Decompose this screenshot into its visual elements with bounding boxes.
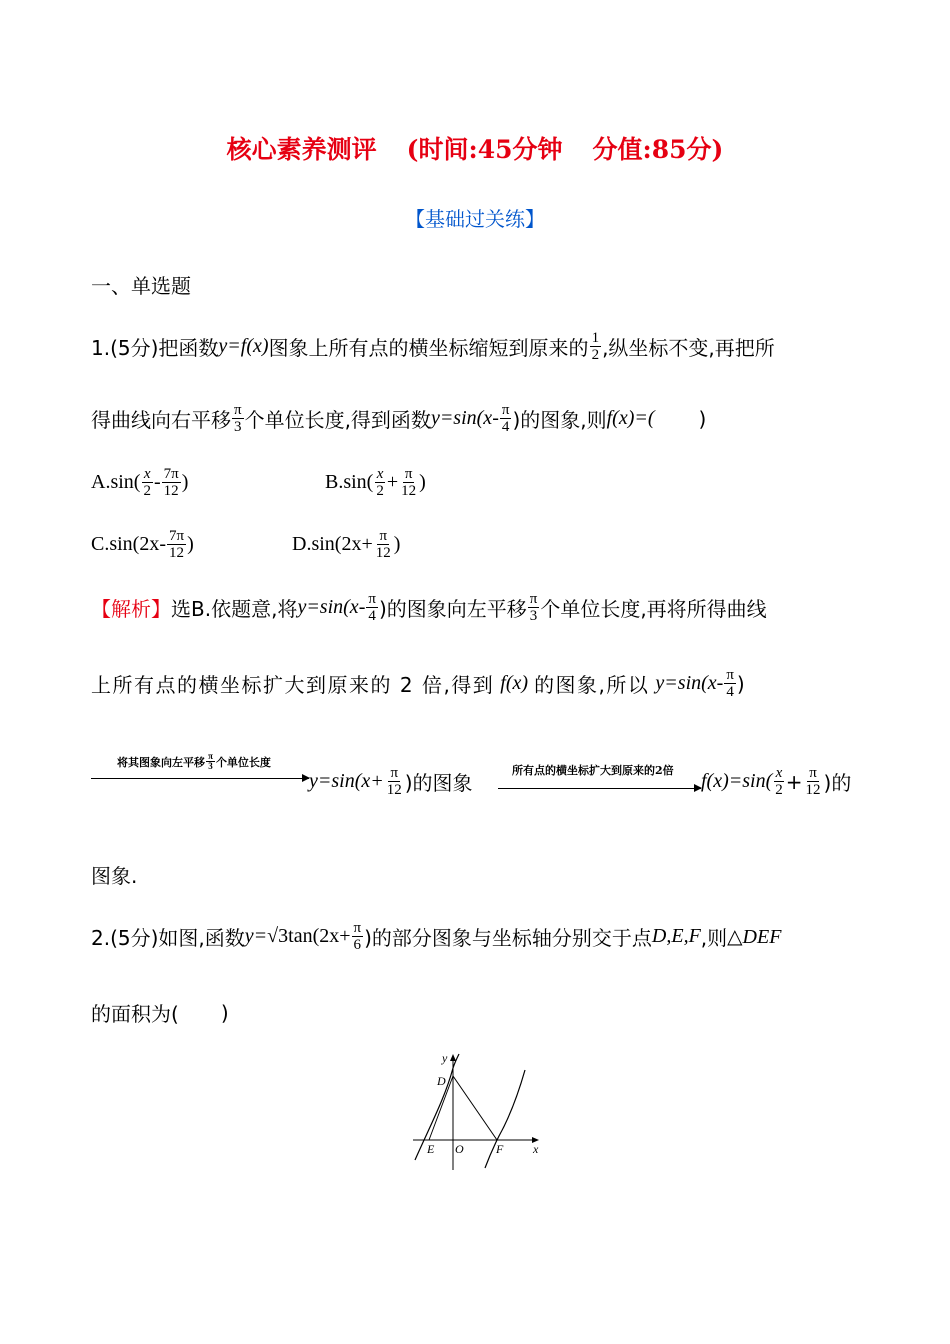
q1-line2-c: )的图象,则 [512,408,607,432]
solution-l3-fx: f(x)=sin( [701,770,773,792]
q2-prefix: 2.(5分)如图,函数 [91,926,245,950]
tan-curve-right [485,1070,525,1168]
frac-num: π [809,765,817,781]
label-f: F [496,1142,504,1156]
option-d-frac [374,528,393,561]
q1-text1: 图象上所有点的横坐标缩短到原来的 [268,336,589,360]
option-d-label: D.sin(2x+ [292,533,373,555]
q1-line1 [91,330,775,363]
option-a-frac1 [141,466,153,499]
frac-den: 3 [234,419,242,435]
solution-l1-b: )的图象向左平移 [378,597,527,621]
frac-num: x [775,765,783,781]
solution-l1-frac2 [528,591,540,624]
option-a-end: ) [181,471,189,493]
option-b-mid: + [386,471,399,493]
frac-den: 4 [501,419,510,435]
frac-num: π [379,528,388,544]
frac-den: 2 [775,782,783,798]
solution-l3-frac1 [773,765,785,798]
label-x: x [533,1142,539,1156]
frac-num: π [390,765,399,781]
option-c-end: ) [187,533,194,555]
option-b[interactable] [325,466,426,499]
q2-line2 [91,998,229,1027]
frac-den: 3 [208,761,213,771]
solution-l1-func: y=sin(x- [297,596,366,618]
tan-curve-left [415,1054,459,1160]
q2-points: D,E,F [651,925,701,947]
solution-line3-b [701,765,851,798]
q2-frac [352,920,364,953]
solution-line2 [91,667,745,700]
solution-l1-a: 选B.依题意,将 [171,597,298,621]
solution-line4: 图象. [91,864,138,888]
solution-l3-frac2 [804,765,823,798]
frac-den: 12 [163,483,179,499]
solution-l2-end: ) [736,671,745,696]
option-a-frac2 [162,466,181,499]
frac-num: π [501,402,510,418]
arrow1-label-b: 个单位长度 [215,755,271,769]
label-e: E [427,1142,435,1156]
section-tag: 【基础过关练】 [405,207,545,231]
option-b-end: ) [419,471,426,493]
solution-l2-fx: f(x) [500,672,529,694]
frac-den: 6 [353,937,362,953]
title-main: 核心素养测评 [226,135,377,164]
q1-func: y=f(x) [218,335,269,357]
frac-num: π [404,466,413,482]
q1-text2: ,纵坐标不变,再把所 [602,336,775,360]
title-score: 分值:85分) [592,135,724,164]
q1-fraction [590,330,602,363]
frac-num: π [368,591,376,607]
arrow2-label: 所有点的横坐标扩大到原来的2倍 [512,764,674,777]
option-a-mid: - [153,471,161,493]
label-d: D [437,1074,446,1088]
option-c-label: C.sin(2x- [91,533,166,555]
arrow2-line [498,788,701,789]
frac-den: 12 [169,545,185,561]
y-axis-arrow [450,1054,456,1061]
frac-den: 2 [143,483,151,499]
frac-den: 12 [375,545,391,561]
solution-line1 [91,591,767,624]
solution-l3-frac [385,765,404,798]
option-b-frac2 [399,466,418,499]
frac-num: x [376,466,384,482]
solution-l1-frac [366,591,378,624]
frac-num: 7π [163,466,179,482]
q2-func-a: y= [244,925,268,947]
arrow1-frac [206,752,215,771]
frac-den: 3 [529,608,538,624]
frac-den: 4 [726,684,734,700]
solution-l3-end: )的 [823,771,852,795]
frac-den: 2 [376,483,384,499]
frac-num: 1 [591,330,600,346]
frac-num: π [234,402,242,418]
section-heading: 一、单选题 [91,274,191,298]
frac-num: π [726,667,734,683]
frac-den: 12 [401,483,417,499]
frac-den: 2 [591,347,600,363]
solution-line3-a [309,765,473,798]
solution-l3-b: )的图象 [404,771,473,795]
solution-l3-plus: + [785,769,803,794]
frac-num: x [143,466,151,482]
arrow1-line [91,778,309,779]
transform-arrow-1 [91,752,309,779]
title-time: (时间:45分钟 [406,135,563,164]
transform-arrow-2 [498,762,701,789]
option-c-frac [167,528,186,561]
solution-l2-a: 上所有点的横坐标扩大到原来的 2 倍,得到 [91,673,495,697]
option-a[interactable] [91,466,188,499]
option-a-label: A.sin( [91,471,141,493]
q1-prefix: 1.(5分)把函数 [91,336,219,360]
q2-triangle: △DEF [727,926,782,948]
solution-l1-c: 个单位长度,再将所得曲线 [540,597,767,621]
q1-line2-func: y=sin(x- [430,407,499,429]
q2-func-b: √3tan(2x+ [267,925,351,947]
option-b-label: B.sin( [325,471,374,493]
arrow1-label [91,752,309,771]
q1-line2-func-fraction [500,402,512,435]
frac-num: π [353,920,362,936]
option-d-end: ) [393,533,401,555]
q2-text2: ,则 [700,926,728,950]
option-c[interactable] [91,528,194,561]
solution-tag: 【解析】 [91,597,171,621]
frac-num: 7π [169,528,185,544]
arrow1-label-a: 将其图象向左平移 [117,755,205,769]
q2-figure [405,1048,550,1173]
label-y: y [442,1051,448,1065]
q2-line2-end: ) [220,1000,229,1025]
solution-l2-b: 的图象,所以 [534,673,650,697]
page-title [0,130,950,166]
frac-den: 4 [368,608,376,624]
option-d[interactable] [292,528,400,561]
q2-text: )的部分图象与坐标轴分别交于点 [364,926,652,950]
frac-num: π [529,591,538,607]
solution-l2-func: y=sin(x- [655,672,724,694]
q1-line2-end: ) [698,406,707,431]
q1-line2 [91,402,706,435]
q1-line2-b: 个单位长度,得到函数 [244,408,431,432]
solution-l2-frac [724,667,736,700]
q1-line2-fx: f(x)=( [606,407,655,429]
q1-line2-a: 得曲线向右平移 [91,408,231,432]
frac-den: 12 [805,782,821,798]
option-b-frac1 [374,466,386,499]
q1-line2-fraction [232,402,244,435]
q2-line1 [91,920,781,953]
frac-den: 12 [386,782,402,798]
q2-line2-text: 的面积为( [91,1002,179,1026]
triangle-df [453,1076,497,1140]
frac-num: π [208,751,213,761]
label-o: O [455,1142,464,1156]
solution-l3-func: y=sin(x+ [309,770,384,792]
